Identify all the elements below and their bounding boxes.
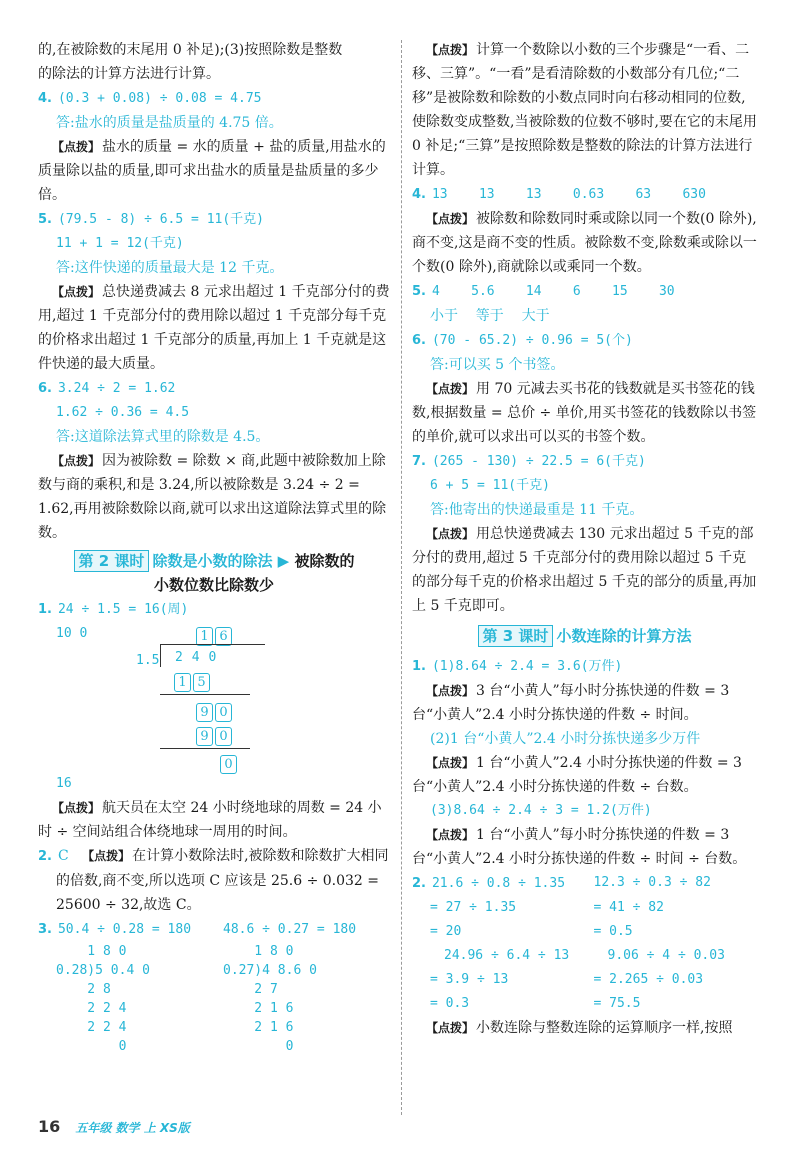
question-6: 6. (70 - 65.2) ÷ 0.96 = 5(个) 答:可以买 5 个书签。 [412, 333, 633, 373]
question-3: 3. 50.4 ÷ 0.28 = 180 48.6 ÷ 0.27 = 180 1 8 0 0.28)5 0.4 0 2 8 2 2 4 2 2 4 0 1 8 0 0.27)4 8.6 0 2 7 2 1 6 2 1 6 0 [38, 917, 390, 1056]
question-4: 4. (0.3 + 0.08) ÷ 0.08 = 4.75 答:盐水的质量是盐质量的 4.75 倍。 [38, 86, 390, 135]
tip: 【点拨】 因为被除数 = 除数 × 商,此题中被除数加上除数与商的乘积,和是 3.24,所以被除数是 3.24 ÷ 2 = 1.62,再用被除数除以商,就可以求出这道除法算式里的除数。 [38, 453, 387, 541]
page-footer [38, 1117, 190, 1136]
question-4: 4. 13 13 13 0.63 63 630 [412, 187, 706, 202]
column-divider [401, 40, 402, 1115]
question-6: 6. 3.24 ÷ 2 = 1.62 1.62 ÷ 0.36 = 4.5 答:这道除法算式里的除数是 4.5。 [38, 376, 390, 449]
lesson-3-heading: 第 3 课时 小数连除的计算方法 [412, 624, 757, 648]
question-5: 5. (79.5 - 8) ÷ 6.5 = 11(千克) 11 + 1 = 12(千克) 答:这件快递的质量最大是 12 千克。 [38, 207, 390, 280]
long-division-b: 1 8 0 0.27)4 8.6 0 2 7 2 1 6 2 1 6 0 [223, 944, 317, 1054]
tip: 【点拨】 1 台“小黄人”2.4 小时分拣快递的件数 = 3 台“小黄人”2.4 小时分拣快递的件数 ÷ 台数。 [412, 755, 742, 795]
question-7: 7. (265 - 130) ÷ 22.5 = 6(千克) 6 + 5 = 11(千克) 答:他寄出的快递最重是 11 千克。 [412, 454, 646, 518]
tip: 【点拨】 计算一个数除以小数的三个步骤是“一看、二移、三算”。“一看”是看清除数的小数部分有几位;“二移”是被除数和除数的小数点同时向右移动相同的位数,使除数变成整数,当被除数的位数不够时,要在它的末尾用 0 补足;“三算”是按照除数是整数的除法的计算方法进行计算。 [412, 42, 757, 178]
book-label: 五年级 数学 上 XS版 [75, 1121, 190, 1135]
page-number: 16 [38, 1117, 61, 1136]
long-division-a: 1 8 0 0.28)5 0.4 0 2 8 2 2 4 2 2 4 0 [56, 944, 150, 1054]
sub-answer: (2)1 台“小黄人”2.4 小时分拣快递多少万件 [430, 731, 701, 747]
answer: 答:这件快递的质量最大是 12 千克。 [56, 260, 284, 276]
tip: 【点拨】 总快递费减去 8 元求出超过 1 千克部分付的费用,超过 1 千克部分付的费用除以超过 1 千克部分每千克的价格求出超过 1 千克部分的质量,再加上 1 千克就是这件快递的最大质量。 [38, 284, 390, 372]
answer: 答:这道除法算式里的除数是 4.5。 [56, 429, 270, 445]
tip: 【点拨】 3 台“小黄人”每小时分拣快递的件数 = 3 台“小黄人”2.4 小时分拣快递的件数 ÷ 时间。 [412, 683, 730, 723]
lesson-2-heading: 第 2 课时 除数是小数的除法 ▶ 被除数的 小数位数比除数少 [38, 549, 390, 597]
tip: 【点拨】 被除数和除数同时乘或除以同一个数(0 除外),商不变,这是商不变的性质。被除数不变,除数乘或除以一个数(0 除外),商就除以或乘同一个数。 [412, 211, 757, 275]
question-1: 1. 24 ÷ 1.5 = 16(周) 10 0 1 6 1.5 2 4 0 1 5 9 0 9 0 0 16 [38, 597, 390, 796]
tip: 【点拨】 1 台“小黄人”每小时分拣快递的件数 = 3 台“小黄人”2.4 小时分拣快递的件数 ÷ 时间 ÷ 台数。 [412, 827, 747, 867]
question-5: 5. 4 5.6 14 6 15 30 小于 等于 大于 [412, 284, 675, 324]
tip: 【点拨】 用总快递费减去 130 元求出超过 5 千克的部分付的费用,超过 5 千克部分付的费用除以超过 5 千克的部分每千克的价格求出超过 5 千克的部分的质量,再加上 5 千克即可。 [412, 526, 757, 614]
tip: 【点拨】 用 70 元减去买书花的钱数就是买书签花的钱数,根据数量 = 总价 ÷ 单价,用买书签花的钱数除以书签的单价,就可以求出可以买的书签个数。 [412, 381, 757, 445]
question-2: 2. C 【点拨】 在计算小数除法时,被除数和除数扩大相同的倍数,商不变,所以选项 C 应该是 25.6 ÷ 0.032 = 25600 ÷ 32,故选 C。 [38, 848, 389, 913]
long-division-boxes: 10 0 1 6 1.5 2 4 0 1 5 9 0 9 0 0 [56, 622, 390, 772]
continued-text: 的,在被除数的末尾用 0 补足);(3)按照除数是整数 的除法的计算方法进行计算。 [38, 42, 343, 82]
question-2: 2. 21.6 ÷ 0.8 ÷ 1.35 12.3 ÷ 0.3 ÷ 82 = 27 ÷ 1.35 = 41 ÷ 82 = 20 = 0.5 24.96 ÷ 6.4 ÷ 13 9.06 ÷ 4 ÷ 0.03 = 3.9 ÷ 13 = 2.265 ÷ 0.03 = 0.3 = 75.5 [412, 875, 725, 1011]
question-1: 1. (1)8.64 ÷ 2.4 = 3.6(万件) [412, 659, 623, 674]
sub-answer: (3)8.64 ÷ 2.4 ÷ 3 = 1.2(万件) [430, 803, 652, 818]
tip: 【点拨】 小数连除与整数连除的运算顺序一样,按照 [426, 1020, 733, 1036]
tip: 【点拨】 航天员在太空 24 小时绕地球的周数 = 24 小时 ÷ 空间站组合体绕地球一周用的时间。 [38, 800, 382, 840]
left-column [38, 38, 390, 1056]
answer: 答:盐水的质量是盐质量的 4.75 倍。 [56, 115, 283, 131]
tip: 【点拨】 盐水的质量 = 水的质量 + 盐的质量,用盐水的质量除以盐的质量,即可求出盐水的质量是盐质量的多少倍。 [38, 139, 386, 203]
right-column [412, 38, 757, 1040]
